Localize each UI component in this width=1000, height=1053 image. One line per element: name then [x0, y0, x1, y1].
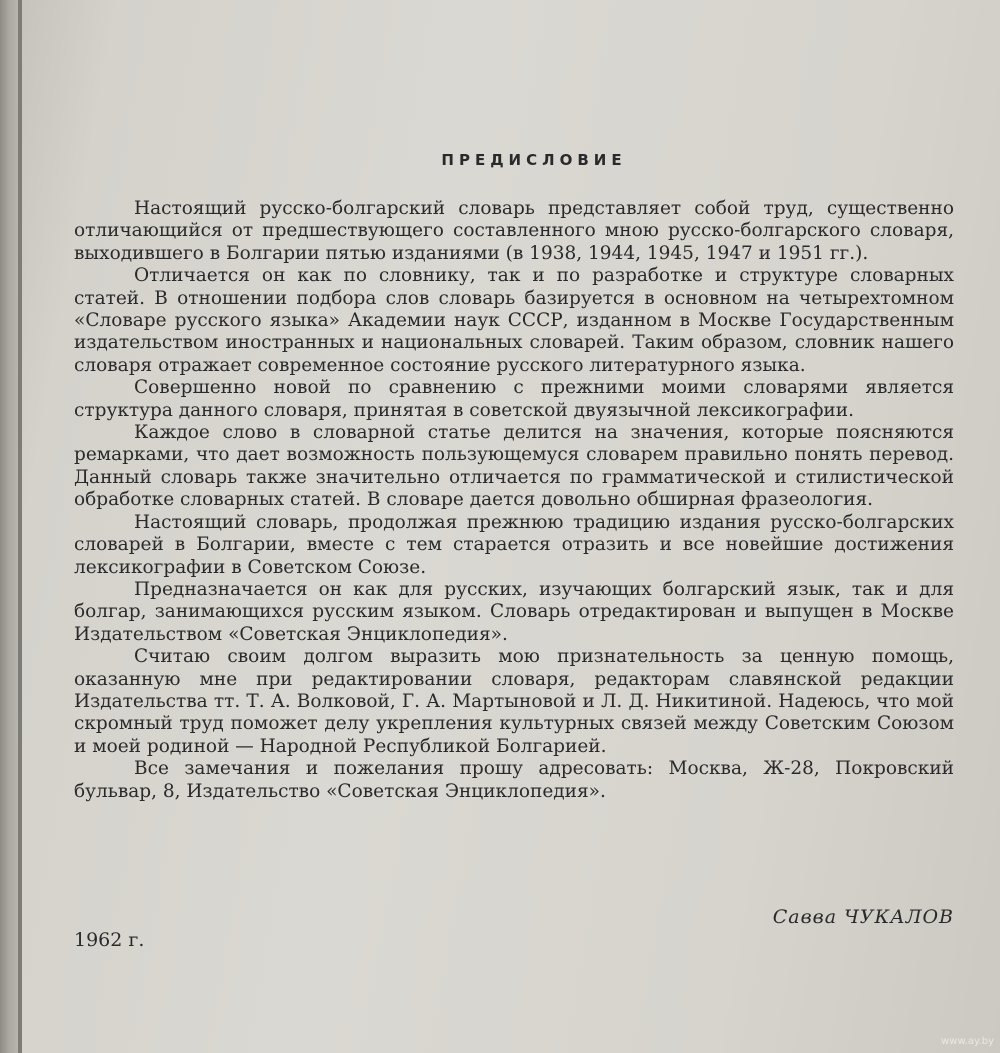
paragraph-6: Предназначается он как для русских, изучающих болгарский язык, так и для болгар, занимающихся русским языком. Словарь отредактирован и выпущен в Москве Издательством «Советская Энциклопедия». [74, 578, 954, 645]
spine-edge [18, 0, 22, 1053]
author-signature: Савва ЧУКАЛОВ [772, 906, 954, 928]
paragraph-7: Считаю своим долгом выразить мою признательность за ценную помощь, оказанную мне при редактировании словаря, редакторам славянской редакции Издательства тт. Т. А. Волковой, Г. А. Мартыновой и Л. Д. Никитиной. Надеюсь, что мой скромный труд поможет делу укрепления культурных связей между Советским Союзом и моей родиной — Народной Республикой Болгарией. [74, 646, 954, 757]
watermark-text: www.ay.by [941, 1036, 994, 1047]
paragraph-3: Совершенно новой по сравнению с прежними моими словарями является структура данного словаря, принятая в советской двуязычной лексикографии. [74, 377, 954, 421]
page-title: ПРЕДИСЛОВИЕ [441, 151, 627, 169]
paragraph-2: Отличается он как по словнику, так и по разработке и структуре словарных статей. В отношении подбора слов словарь базируется в основном на четырехтомном «Словаре русского языка» Академии наук СССР, изданном в Москве Государственным издательством иностранных и национальных словарей. Таким образом, словник нашего словаря отражает современное состояние русского литературного языка. [74, 265, 954, 376]
paragraph-8: Все замечания и пожелания прошу адресовать: Москва, Ж-28, Покровский бульвар, 8, Издательство «Советская Энциклопедия». [74, 758, 954, 802]
preface-text-block [74, 150, 954, 803]
paragraph-1: Настоящий русско-болгарский словарь представляет собой труд, существенно отличающийся от предшествующего составленного мною русско-болгарского словаря, выходившего в Болгарии пятью изданиями (в 1938, 1944, 1945, 1947 и 1951 гг.). [74, 198, 954, 264]
publication-year: 1962 г. [74, 929, 145, 951]
paragraph-5: Настоящий словарь, продолжая прежнюю традицию издания русско-болгарских словарей в Болгарии, вместе с тем старается отразить и все новейшие достижения лексикографии в Советском Союзе. [74, 511, 954, 578]
paragraph-4: Каждое слово в словарной статье делится на значения, которые поясняются ремарками, что дает возможность пользующемуся словарем правильно понять перевод. Данный словарь также значительно отличается по грамматической и стилистической обработке словарных статей. В словаре дается довольно обширная фразеология. [74, 422, 954, 511]
